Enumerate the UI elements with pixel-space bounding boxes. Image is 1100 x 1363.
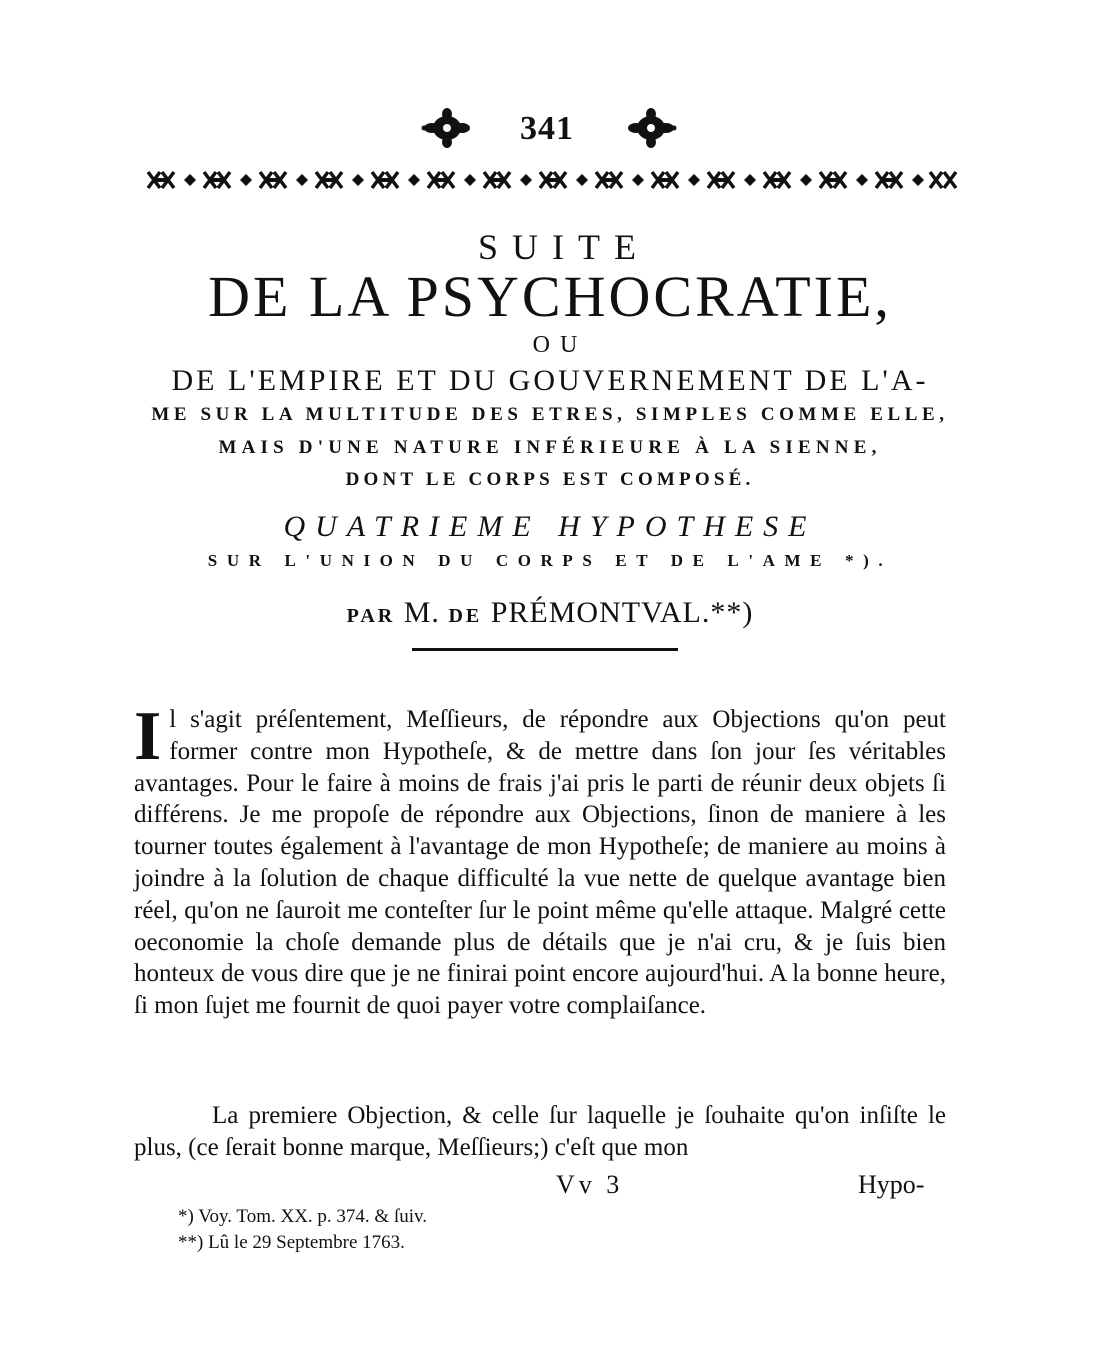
title-suite: SUITE: [478, 227, 650, 267]
title-main: DE LA PSYCHOCRATIE,: [208, 264, 892, 329]
flower-ornament-icon: [420, 108, 474, 148]
signature-mark: Vv 3: [556, 1170, 624, 1199]
subtitle-line-2: ME SUR LA MULTITUDE DES ETRES, SIMPLES COMME ELLE,: [151, 404, 949, 425]
catchword: Hypo-: [858, 1170, 925, 1199]
subtitle-line-4: DONT LE CORPS EST COMPOSÉ.: [345, 469, 755, 490]
title-rule: [412, 648, 678, 651]
author-m: M.: [403, 596, 440, 629]
paragraph-1-text: l s'agit préſentement, Meſſieurs, de répondre aux Objections qu'on peut former contre mon Hypotheſe, & de mettre dans ſon jour ſes véritables avantages. Pour le faire à moins de frais j'ai pris le parti de réunir deux objets ſi différens. Je me propoſe de répondre aux Objections, ſinon de maniere à les tourner toutes également à l'avantage de mon Hypotheſe; de maniere au moins à joindre à la ſolution de chaque difficulté la vue nette de quelque avantage bien réel, qu'on ne ſauroit me conteſter ſur le point même qu'elle attaque. Malgré cette oeconomie la choſe demande plus de détails que je n'ai cru, & je ſuis bien honteux de vous dire que je ne finirai point encore aujourd'hui. A la bonne heure, ſi mon ſujet me fournit de quoi payer votre complaiſance.: [134, 706, 946, 1020]
author-par: PAR: [346, 605, 396, 627]
flower-ornament-icon: [624, 108, 678, 148]
page-number: 341: [520, 110, 574, 147]
drop-cap: I: [134, 698, 162, 775]
author-line: [0, 596, 1100, 630]
subtitle-line-1: DE L'EMPIRE ET DU GOUVERNEMENT DE L'A-: [171, 364, 929, 397]
author-name: PRÉMONTVAL.**): [490, 596, 754, 629]
footnote-1: *) Voy. Tom. XX. p. 374. & ſuiv.: [178, 1206, 428, 1227]
hypothesis-subheading: SUR L'UNION DU CORPS ET DE L'AME *).: [207, 551, 893, 570]
subtitle-line-3: MAIS D'UNE NATURE INFÉRIEURE À LA SIENNE,: [218, 437, 882, 458]
page-header: [0, 108, 1100, 152]
body-paragraph-2: La premiere Objection, & celle ſur laquelle je ſouhaite qu'on inſiſte le plus, (ce ſerait bonne marque, Meſſieurs;) c'eſt que mon: [134, 1102, 946, 1161]
body-paragraph-1: [134, 698, 946, 1022]
footnote-2: **) Lû le 29 Septembre 1763.: [178, 1232, 405, 1253]
hypothesis-heading: QUATRIEME HYPOTHESE: [283, 510, 817, 543]
title-ou: OU: [532, 332, 588, 358]
author-de: DE: [448, 605, 483, 627]
ornamental-border-icon: [146, 166, 958, 194]
